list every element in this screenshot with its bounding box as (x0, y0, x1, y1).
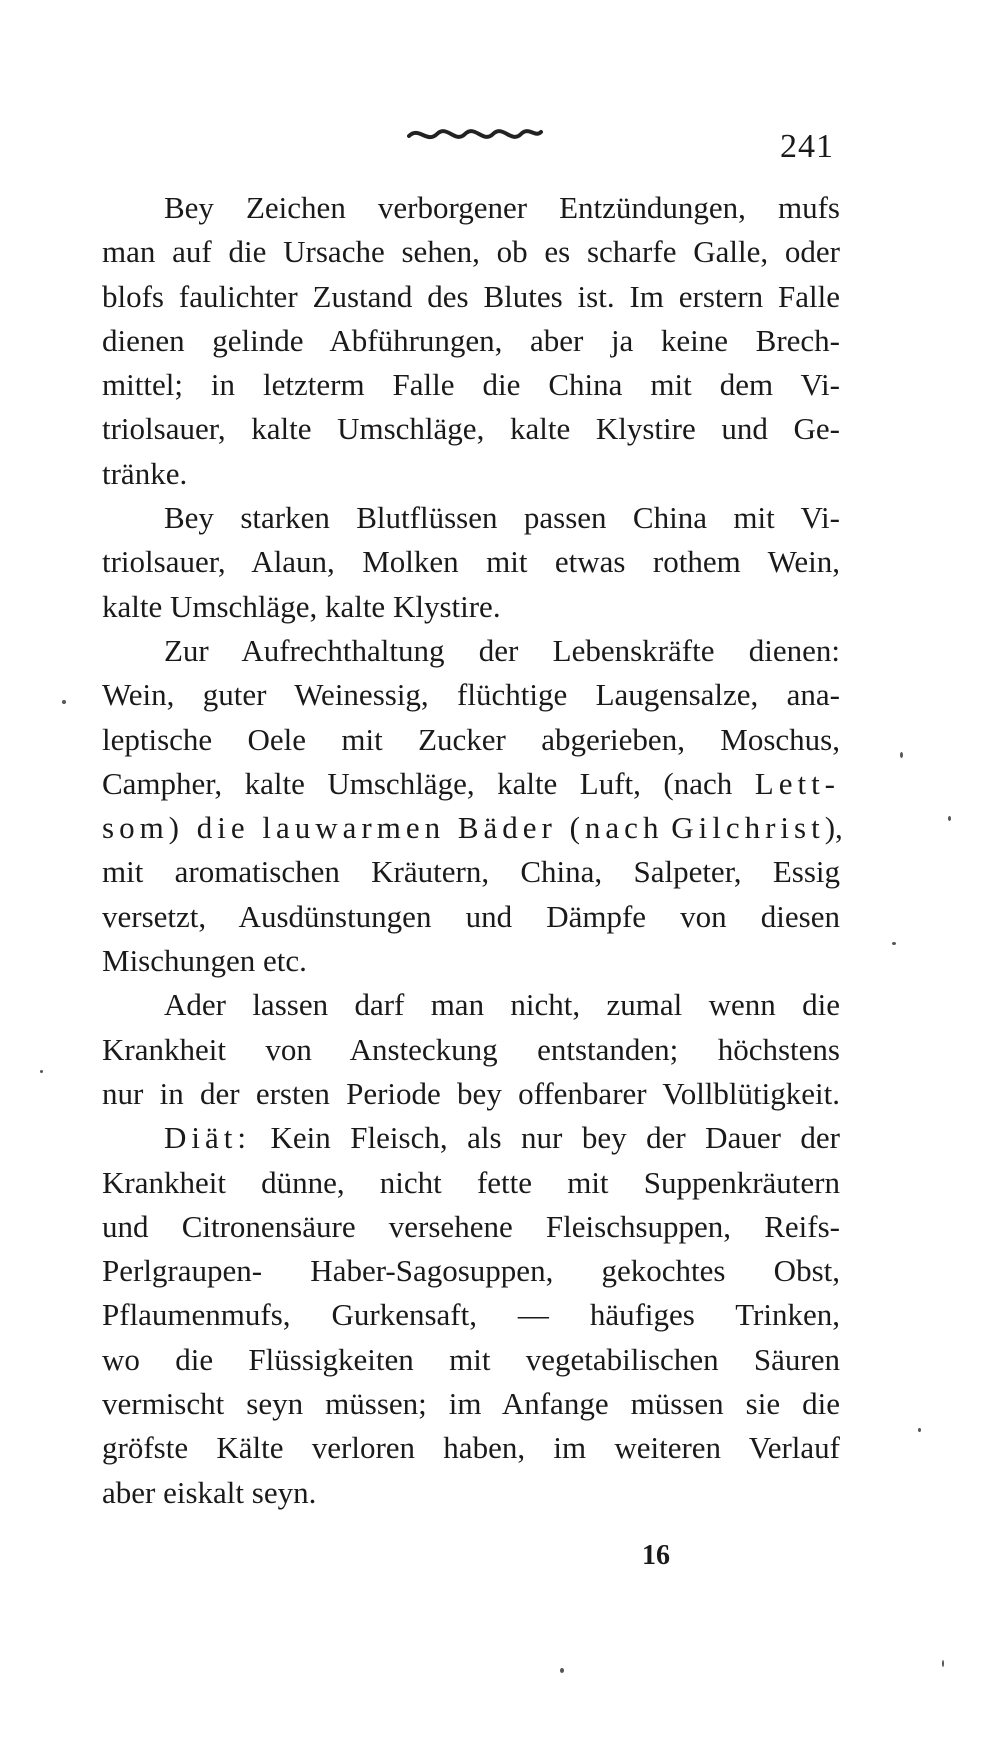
line-suffix: ), (824, 810, 843, 846)
text-line: dienen gelinde Abführungen, aber ja keine Brech- (102, 322, 840, 358)
text-line: Perlgraupen- Haber-Sagosuppen, gekochtes Obst, (102, 1253, 840, 1289)
line-text: Campher, kalte Umschläge, kalte Luft, (nach (102, 765, 733, 801)
author-name-lettsom: Lett- (754, 765, 841, 801)
print-speck (892, 942, 896, 945)
paragraph-diet (102, 1116, 840, 1515)
text-line: Ader lassen darf man nicht, zumal wenn die (164, 987, 840, 1023)
text-line: mit aromatischen Kräutern, China, Salpeter, Essig (102, 854, 840, 890)
text-line: mittel; in letzterm Falle die China mit dem Vi- (102, 367, 840, 403)
text-line: Pflaumenmufs, Gurkensaft, — häufiges Trinken, (102, 1297, 840, 1333)
signature-mark: 16 (642, 1540, 670, 1571)
paragraph-bloodletting (102, 983, 840, 1116)
text-line: triolsauer, Alaun, Molken mit etwas rothem Wein, (102, 544, 840, 580)
text-line: versetzt, Ausdünstungen und Dämpfe von diesen (102, 898, 840, 934)
paragraph-inflammation (102, 186, 840, 496)
text-line: gröfste Kälte verloren haben, im weiteren Verlauf (102, 1430, 840, 1466)
text-line: blofs faulichter Zustand des Blutes ist. Im erstern Falle (102, 278, 840, 314)
print-speck (560, 1668, 564, 1673)
header-ornament (405, 120, 545, 148)
author-name-gilchrist: Gilchrist (671, 810, 825, 846)
text-line: kalte Umschläge, kalte Klystire. (102, 588, 501, 624)
text-line: Krankheit dünne, nicht fette mit Suppenkräutern (102, 1164, 840, 1200)
text-line: leptische Oele mit Zucker abgerieben, Moschus, (102, 721, 840, 757)
text-line: vermischt seyn müssen; im Anfange müssen sie die (102, 1386, 840, 1422)
text-line-gilchrist (102, 806, 843, 850)
print-speck (40, 1070, 43, 1073)
text-line: man auf die Ursache sehen, ob es scharfe Galle, oder (102, 234, 840, 270)
text-line: aber eiskalt seyn. (102, 1474, 317, 1510)
line-text: Kein Fleisch, als nur bey der Dauer der (270, 1120, 840, 1156)
text-line: Krankheit von Ansteckung entstanden; höchstens (102, 1031, 840, 1067)
paragraph-vitality (102, 629, 843, 983)
text-line: Bey starken Blutflüssen passen China mit Vi- (164, 500, 840, 536)
print-speck (948, 816, 951, 821)
paragraph-bleeding (102, 496, 840, 629)
text-line: Zur Aufrechthaltung der Lebenskräfte dienen: (164, 632, 840, 668)
print-speck (62, 700, 66, 704)
text-line: und Citronensäure versehene Fleischsuppen, Reifs- (102, 1208, 840, 1244)
line-text: som) die lauwarmen Bäder (nach (102, 810, 664, 846)
body-text (102, 186, 843, 1515)
print-speck (942, 1660, 944, 1667)
text-line: triolsauer, kalte Umschläge, kalte Klystire und Ge- (102, 411, 840, 447)
diet-label: Diät: (164, 1120, 251, 1156)
page-number: 241 (780, 128, 834, 165)
text-line-diet (102, 1116, 840, 1160)
text-line: Mischungen etc. (102, 943, 307, 979)
text-line-lettsom (102, 762, 840, 806)
text-line: tränke. (102, 455, 188, 491)
print-speck (900, 752, 903, 758)
text-line: Bey Zeichen verborgener Entzündungen, mufs (164, 190, 840, 225)
text-line: nur in der ersten Periode bey offenbarer Vollblütigkeit. (102, 1075, 840, 1111)
print-speck (918, 1428, 921, 1432)
text-line: wo die Flüssigkeiten mit vegetabilischen Säuren (102, 1341, 840, 1377)
text-line: Wein, guter Weinessig, flüchtige Laugensalze, ana- (102, 677, 840, 713)
